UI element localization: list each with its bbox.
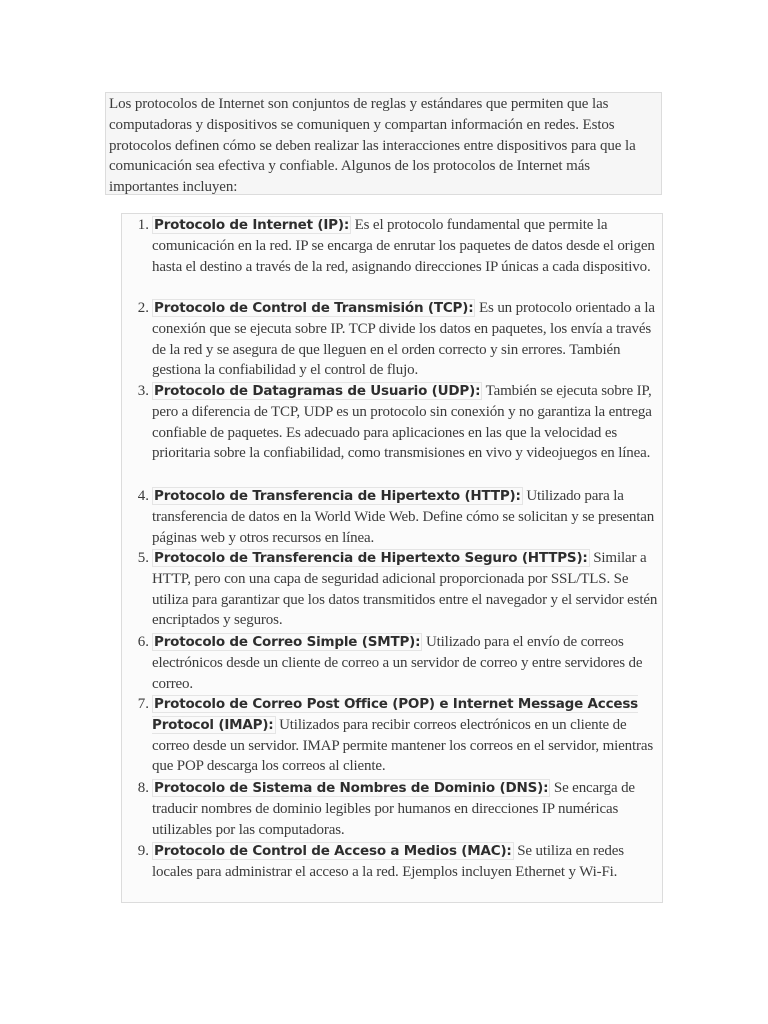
item-description: Se encarga de traducir nombres de dominio legibles por humanos en direcciones IP numéricas utilizables por las computadoras. <box>152 780 635 838</box>
item-body <box>152 298 664 381</box>
item-number: 7. <box>137 696 149 712</box>
item-term: Protocolo de Correo Simple (SMTP): <box>154 634 421 650</box>
item-description: También se ejecuta sobre IP, pero a diferencia de TCP, UDP es un protocolo sin conexión y no garantiza la entrega confiable de paquetes. Es adecuado para aplicaciones en las que la velocidad es prioritaria sobre la confiabilidad, como transmisiones en vivo y videojuegos en línea. <box>152 383 652 462</box>
intro-paragraph: Los protocolos de Internet son conjuntos de reglas y estándares que permiten que las computadoras y dispositivos se comuniquen y compartan información en redes. Estos protocolos definen cómo se deben realizar las interacciones entre dispositivos para que la comunicación sea efectiva y confiable. Algunos de los protocolos de Internet más importantes incluyen: <box>105 92 662 195</box>
item-term: Protocolo de Control de Acceso a Medios (MAC): <box>154 843 512 859</box>
item-term: Protocolo de Transferencia de Hipertexto (HTTP): <box>154 488 521 504</box>
item-body <box>152 841 664 883</box>
item-number: 3. <box>137 383 149 399</box>
item-number: 8. <box>137 780 149 796</box>
item-body <box>152 778 664 840</box>
item-number: 2. <box>137 300 149 316</box>
item-number: 9. <box>137 843 149 859</box>
item-number: 4. <box>137 488 149 504</box>
item-number: 1. <box>137 217 149 233</box>
item-term: Protocolo de Transferencia de Hipertexto Seguro (HTTPS): <box>154 550 588 566</box>
item-number: 5. <box>137 550 149 566</box>
item-description: Se utiliza en redes locales para administrar el acceso a la red. Ejemplos incluyen Ethernet y Wi-Fi. <box>152 843 624 880</box>
item-term: Protocolo de Correo Post Office (POP) e Internet Message Access Protocol (IMAP): <box>152 696 638 733</box>
protocol-list-box <box>121 213 663 903</box>
item-body <box>152 381 664 464</box>
item-body <box>152 215 664 277</box>
item-body <box>152 694 664 777</box>
item-description: Utilizado para la transferencia de datos en la World Wide Web. Define cómo se solicitan y se presentan páginas web y otros recursos en línea. <box>152 488 655 546</box>
item-term: Protocolo de Control de Transmisión (TCP): <box>154 300 474 316</box>
item-number: 6. <box>137 634 149 650</box>
item-description: Es el protocolo fundamental que permite la comunicación en la red. IP se encarga de enrutar los paquetes de datos desde el origen hasta el destino a través de la red, asignando direcciones IP únicas a cada dispositivo. <box>152 217 655 275</box>
item-term: Protocolo de Sistema de Nombres de Dominio (DNS): <box>154 780 549 796</box>
item-description: Utilizado para el envío de correos electrónicos desde un cliente de correo a un servidor de correo y entre servidores de correo. <box>152 634 643 692</box>
item-term: Protocolo de Internet (IP): <box>154 217 350 233</box>
item-description: Utilizados para recibir correos electrónicos en un cliente de correo desde un servidor. IMAP permite mantener los correos en el servidor, mientras que POP descarga los correos al cliente. <box>152 716 654 775</box>
item-description: Similar a HTTP, pero con una capa de seguridad adicional proporcionada por SSL/TLS. Se utiliza para garantizar que los datos transmitidos entre el navegador y el servidor estén encriptados y seguros. <box>152 550 658 629</box>
item-description: Es un protocolo orientado a la conexión que se ejecuta sobre IP. TCP divide los datos en paquetes, los envía a través de la red y se asegura de que lleguen en el orden correcto y sin errores. También gestiona la confiabilidad y el control de flujo. <box>152 300 655 379</box>
item-body <box>152 632 664 694</box>
item-body <box>152 486 664 548</box>
item-body <box>152 548 664 631</box>
item-term: Protocolo de Datagramas de Usuario (UDP): <box>154 383 481 399</box>
